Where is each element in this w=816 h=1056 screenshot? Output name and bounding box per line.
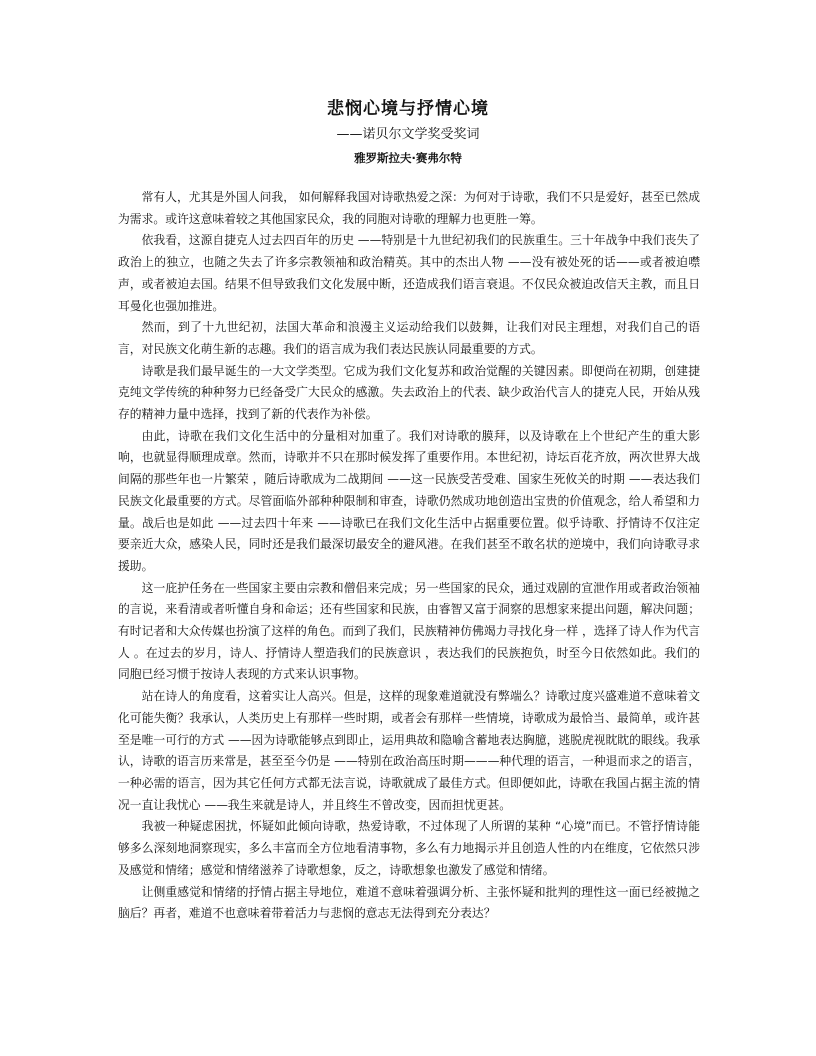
paragraph: 诗歌是我们最早诞生的一大文学类型。它成为我们文化复苏和政治觉醒的关键因素。即便尚在初期，创建捷克纯文学传统的种种努力已经备受广大民众的感激。失去政治上的代表、缺少政治代言人的捷克人民，开始从残存的精神力量中选择，找到了新的代表作为补偿。 (118, 363, 700, 422)
paragraph: 站在诗人的角度看，这着实让人高兴。但是，这样的现象难道就没有弊端么？诗歌过度兴盛难道不意味着文化可能失衡？我承认，人类历史上有那样一些时期，或者会有那样一些情境，诗歌成为最恰当、最简单，或许甚至是唯一可行的方式 ——因为诗歌能够点到即止，运用典故和隐喻含蓄地表达胸臆，逃脱虎视眈眈的眼线。我承认，诗歌的语言历来常是，甚至至今仍是 ——特别在政治高压时期———种代理的语言，一种退而求之的语言，一种必需的语言，因为其它任何方式都无法言说，诗歌就成了最佳方式。但即便如此，诗歌在我国占据主流的情况一直让我忧心 ——我生来就是诗人，并且终生不曾改变，因而担忧更甚。 (118, 689, 700, 812)
paragraph: 然而，到了十九世纪初，法国大革命和浪漫主义运动给我们以鼓舞，让我们对民主理想，对我们自己的语言，对民族文化萌生新的志趣。我们的语言成为我们表达民族认同最重要的方式。 (118, 320, 700, 356)
paragraph: 我被一种疑虑困扰，怀疑如此倾向诗歌，热爱诗歌，不过体现了人所谓的某种 “心境”而已。不管抒情诗能够多么深刻地洞察现实，多么丰富而全方位地看清事物，多么有力地揭示并且创造人性的内在维度，它依然只涉及感觉和情绪；感觉和情绪滋养了诗歌想象，反之，诗歌想象也激发了感觉和情绪。 (118, 819, 700, 877)
paragraph: 让侧重感觉和情绪的抒情占据主导地位，难道不意味着强调分析、主张怀疑和批判的理性这一面已经被抛之脑后？再者，难道不也意味着带着活力与悲悯的意志无法得到充分表达？ (118, 884, 700, 921)
document-subtitle: ——诺贝尔文学奖受奖词 (336, 127, 480, 142)
paragraph: 依我看，这源自捷克人过去四百年的历史 ——特别是十九世纪初我们的民族重生。三十年战争中我们丧失了政治上的独立，也随之失去了许多宗教领袖和政治精英。其中的杰出人物 ——没有被处死的话——或者被迫噤声，或者被迫去国。结果不但导致我们文化发展中断，还造成我们语言衰退。不仅民众被迫改信天主教，而且日耳曼化也强加推进。 (118, 233, 700, 313)
paragraph: 由此，诗歌在我们文化生活中的分量相对加重了。我们对诗歌的膜拜，以及诗歌在上个世纪产生的重大影响，也就显得顺理成章。然而，诗歌并不只在那时候发挥了重要作用。本世纪初，诗坛百花齐放，两次世界大战间隔的那些年也一片繁荣 ，随后诗歌成为二战期间 ——这一民族受苦受难、国家生死攸关的时期 ——表达我们民族文化最重要的方式。尽管面临外部种种限制和审查，诗歌仍然成功地创造出宝贵的价值观念，给人希望和力量。战后也是如此 ——过去四十年来 ——诗歌已在我们文化生活中占据重要位置。似乎诗歌、抒情诗不仅注定要亲近大众，感染人民，同时还是我们最深切最安全的避风港。在我们甚至不敢名状的逆境中，我们向诗歌寻求援助。 (118, 428, 700, 573)
paragraph: 这一庇护任务在一些国家主要由宗教和僧侣来完成；另一些国家的民众，通过戏剧的宣泄作用或者政治领袖的言说，来看清或者听懂自身和命运；还有些国家和民族，由睿智又富于洞察的思想家来提出问题，解决问题；有时记者和大众传媒也扮演了这样的角色。而到了我们，民族精神仿佛竭力寻找化身一样 ，选择了诗人作为代言人 。在过去的岁月，诗人、抒情诗人塑造我们的民族意识 ，表达我们的民族抱负，时至今日依然如此。我们的同胞已经习惯于按诗人表现的方式来认识事物。 (118, 580, 700, 682)
document-body (118, 187, 700, 925)
document-title: 悲悯心境与抒情心境 (327, 99, 489, 119)
paragraph: 常有人，尤其是外国人问我， 如何解释我国对诗歌热爱之深：为何对于诗歌，我们不只是爱好，甚至已然成为需求。或许这意味着较之其他国家民众，我的同胞对诗歌的理解力也更胜一筹。 (118, 190, 700, 226)
document-author: 雅罗斯拉夫·赛弗尔特 (354, 151, 462, 165)
